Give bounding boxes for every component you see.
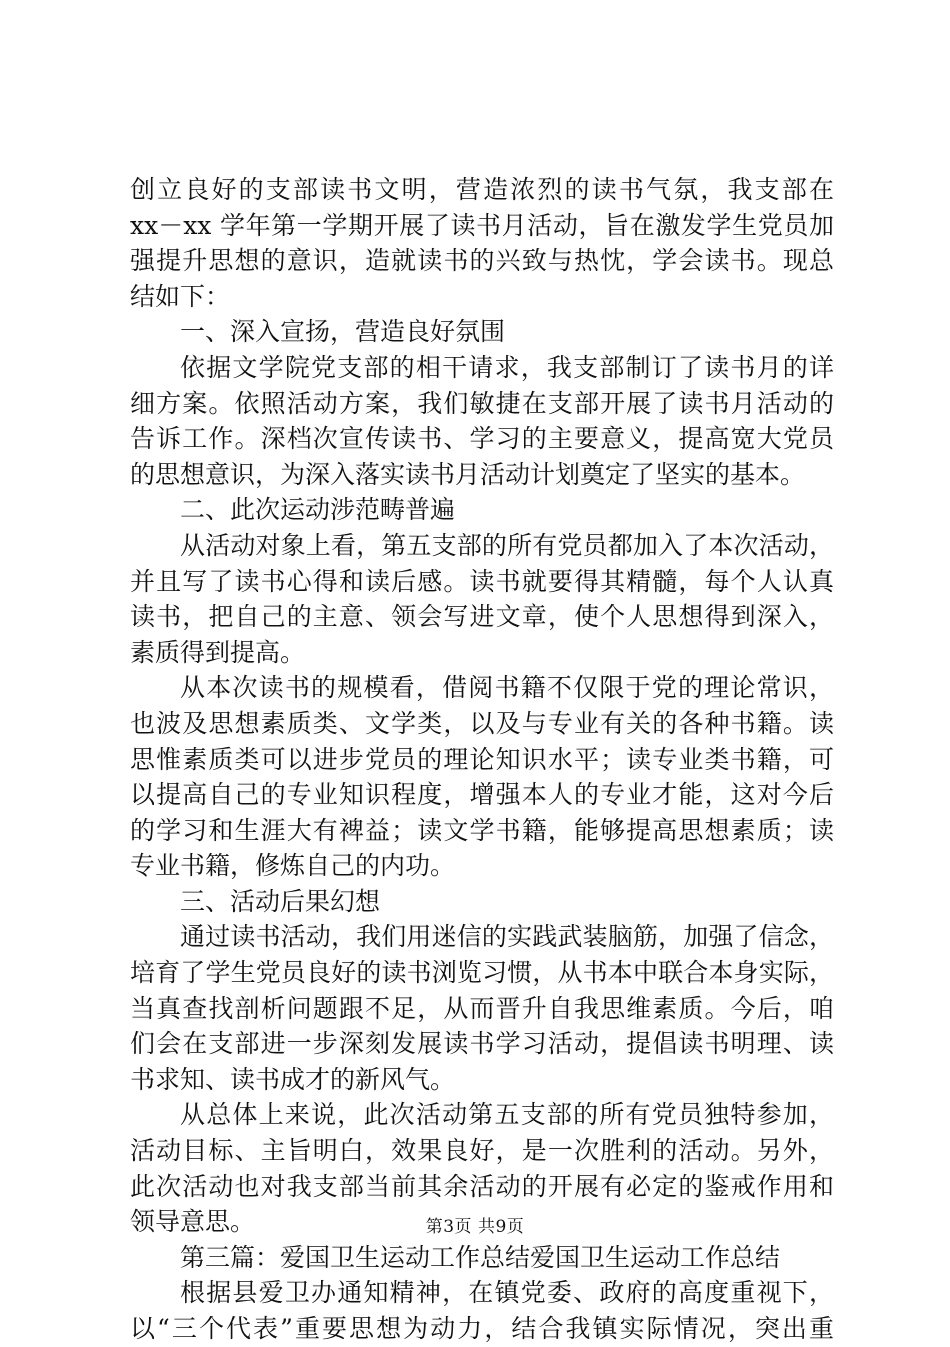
text-line: 以提高自己的专业知识程度，增强本人的专业才能，这对今后 — [130, 780, 834, 810]
text-line: 根据县爱卫办通知精神，在镇党委、政府的高度重视下， — [180, 1278, 834, 1308]
text-line: 三、活动后果幻想 — [180, 886, 381, 916]
text-line: 领导意思。 — [130, 1207, 256, 1237]
text-line: 读书，把自己的主意、领会写进文章，使个人思想得到深入， — [130, 602, 834, 632]
text-line: 的学习和生涯大有裨益；读文学书籍，能够提高思想素质；读 — [130, 815, 834, 845]
text-line: 细方案。依照活动方案，我们敏捷在支部开展了读书月活动的 — [130, 388, 834, 418]
text-line: 通过读书活动，我们用迷信的实践武装脑筋，加强了信念， — [180, 922, 834, 952]
text-line: 结如下： — [130, 281, 231, 311]
text-line: 从总体上来说，此次活动第五支部的所有党员独特参加， — [180, 1100, 834, 1130]
text-line: 培育了学生党员良好的读书浏览习惯，从书本中联合本身实际， — [130, 958, 834, 988]
text-line: xx－xx 学年第一学期开展了读书月活动，旨在激发学生党员加 — [130, 210, 834, 240]
text-line: 专业书籍，修炼自己的内功。 — [130, 851, 456, 881]
text-line: 的思想意识，为深入落实读书月活动计划奠定了坚实的基本。 — [130, 459, 806, 489]
page-number-footer: 第3页 共9页 — [425, 1217, 525, 1237]
text-line: 思惟素质类可以进步党员的理论知识水平；读专业类书籍，可 — [130, 744, 834, 774]
text-line: 第三篇：爱国卫生运动工作总结爱国卫生运动工作总结 — [180, 1242, 781, 1272]
text-line: 二、此次运动涉范畴普遍 — [180, 495, 456, 525]
text-line: 活动目标、主旨明白，效果良好，是一次胜利的活动。另外， — [130, 1136, 834, 1166]
text-line: 一、深入宣扬，营造良好氛围 — [180, 317, 506, 347]
text-line: 强提升思想的意识，造就读书的兴致与热忱，学会读书。现总 — [130, 246, 834, 276]
text-line: 此次活动也对我支部当前其余活动的开展有必定的鉴戒作用和 — [130, 1171, 834, 1201]
text-line: 并且写了读书心得和读后感。读书就要得其精髓，每个人认真 — [130, 566, 834, 596]
text-line: 创立良好的支部读书文明，营造浓烈的读书气氛，我支部在 — [130, 175, 834, 204]
text-line: 从活动对象上看，第五支部的所有党员都加入了本次活动， — [180, 530, 834, 560]
text-line: 依据文学院党支部的相干请求，我支部制订了读书月的详 — [180, 352, 834, 382]
text-line: 告诉工作。深档次宣传读书、学习的主要意义，提高宽大党员 — [130, 424, 834, 454]
text-line: 以“三个代表”重要思想为动力，结合我镇实际情况，突出重 — [130, 1314, 834, 1343]
text-line: 也波及思想素质类、文学类，以及与专业有关的各种书籍。读 — [130, 708, 834, 738]
text-line: 们会在支部进一步深刻发展读书学习活动，提倡读书明理、读 — [130, 1029, 834, 1059]
text-line: 从本次读书的规模看，借阅书籍不仅限于党的理论常识， — [180, 673, 834, 703]
text-line: 素质得到提高。 — [130, 637, 306, 667]
text-line: 书求知、读书成才的新风气。 — [130, 1064, 456, 1094]
document-body — [130, 172, 834, 1347]
text-line: 当真查找剖析问题跟不足，从而晋升自我思维素质。今后，咱 — [130, 993, 834, 1023]
